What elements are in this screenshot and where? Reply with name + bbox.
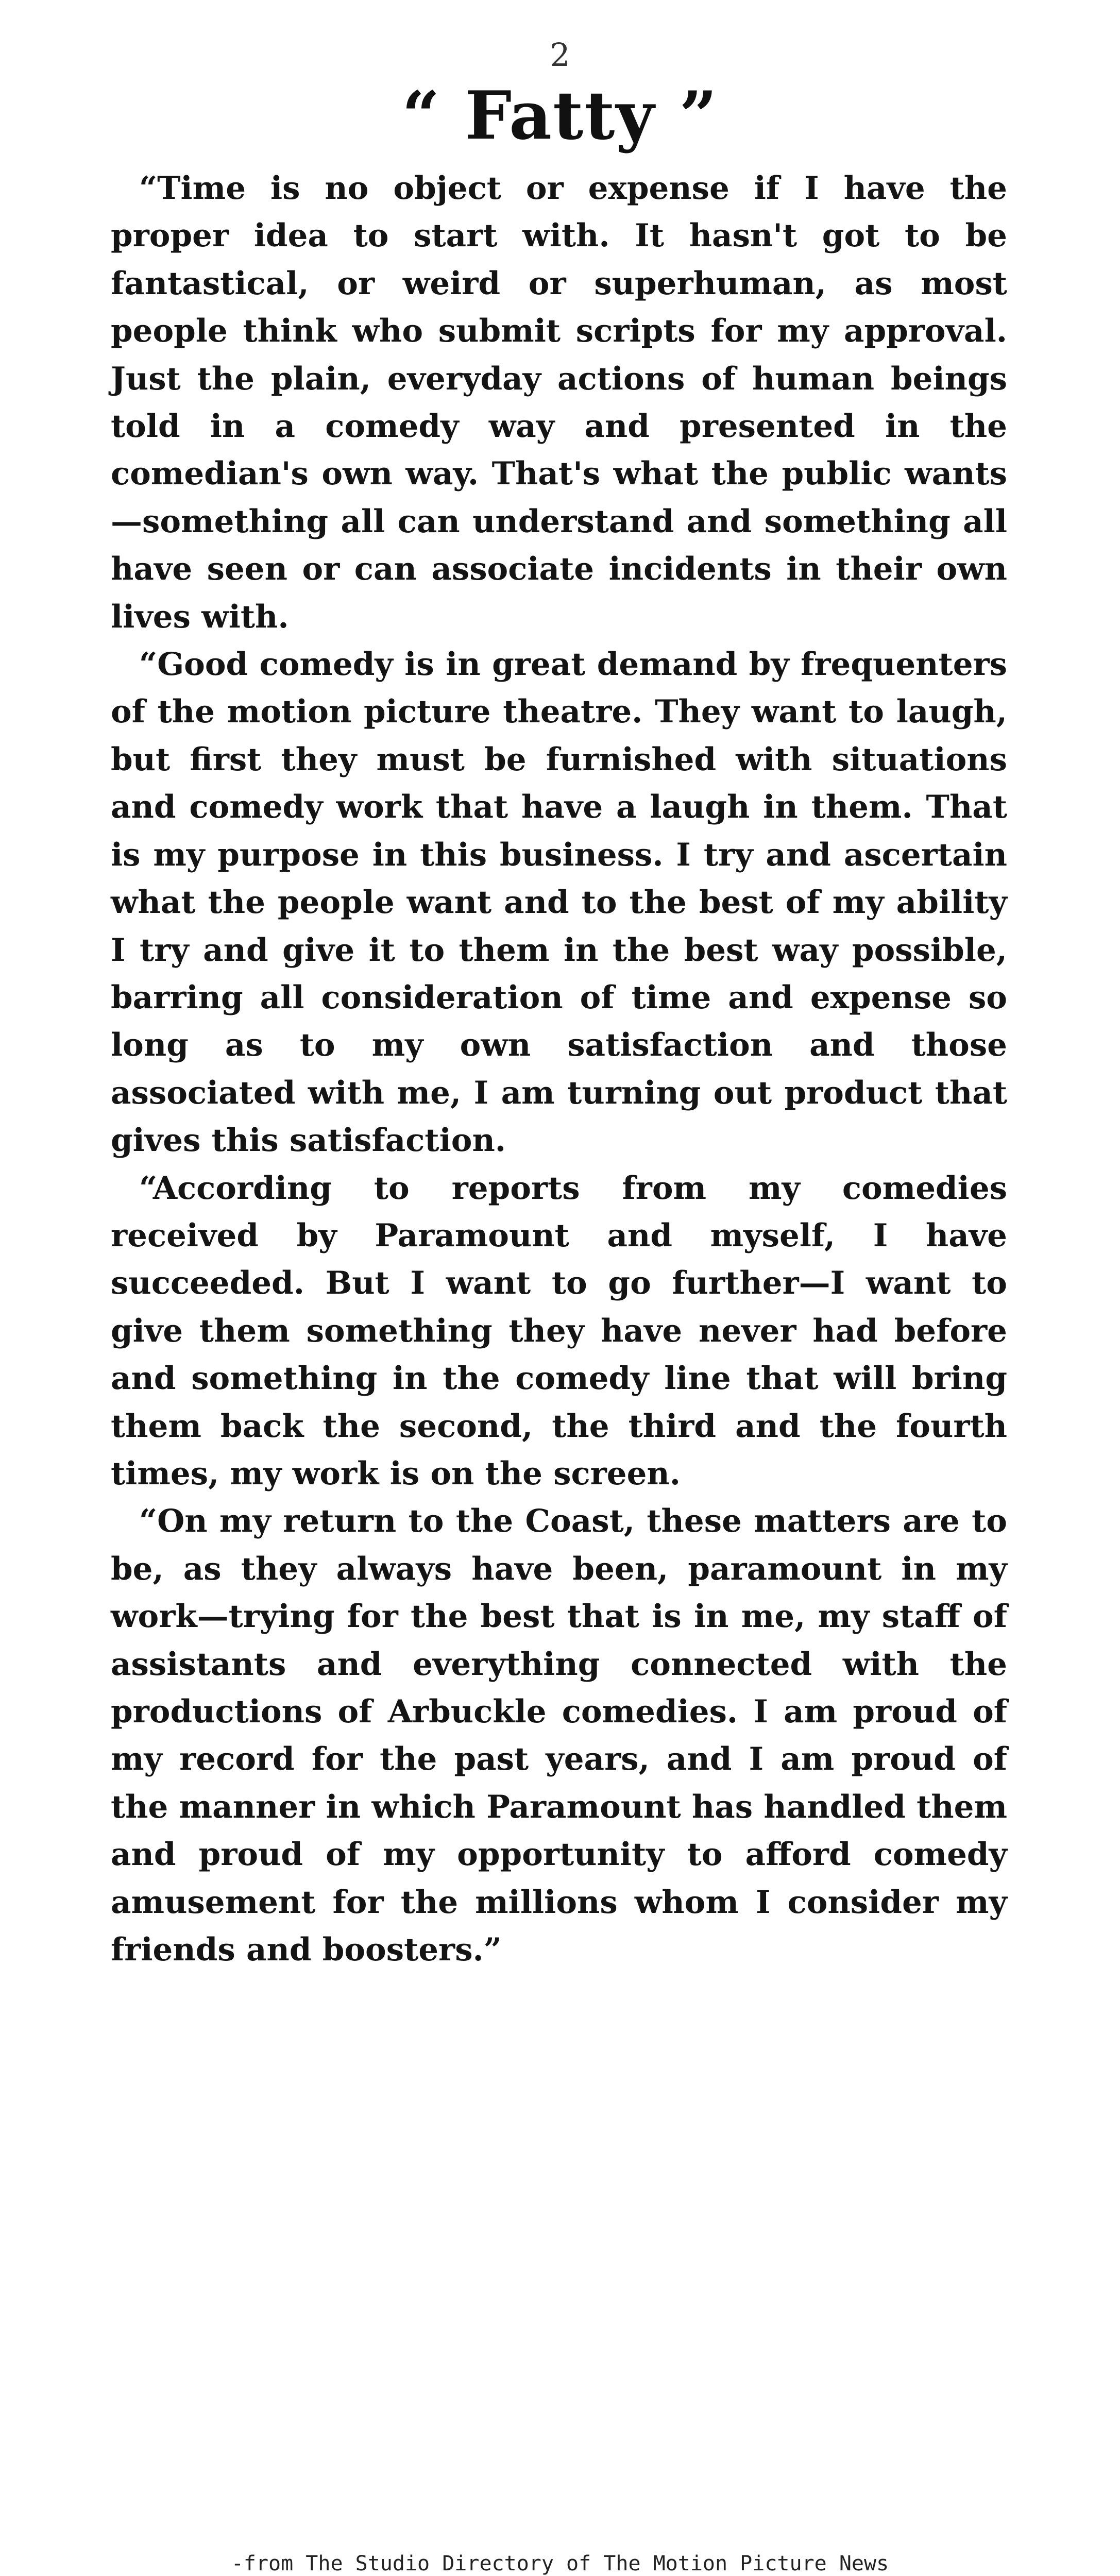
article-paragraph: “Time is no object or expense if I have the proper idea to start with. It hasn't got to be fantastical, or weird or superhuman, as most people think who submit scripts for my approval. Just the plain, everyday actions of human beings told in a comedy way and presented in the comedian's own way. That's what the public wants—something all can understand and something all have seen or can associate incidents in their own lives with. xyxy=(111,170,1007,635)
article-paragraph: “Good comedy is in great demand by frequenters of the motion picture theatre. They want to laugh, but first they must be furnished with situations and comedy work that have a laugh in them. That is my purpose in this business. I try and ascertain what the people want and to the best of my ability I try and give it to them in the best way possible, barring all consideration of time and expense so long as to my own satisfaction and those associated with me, I am turning out product that gives this satisfaction. xyxy=(111,646,1007,1159)
article-paragraph: “According to reports from my comedies received by Paramount and myself, I have succeeded. But I want to go further—I want to give them something they have never had before and something in the comedy line that will bring them back the second, the third and the fourth times, my work is on the screen. xyxy=(111,1170,1007,1492)
article-body xyxy=(111,165,1007,1974)
page-number: 2 xyxy=(550,36,570,74)
source-citation xyxy=(0,2550,1120,2576)
article-paragraph: “On my return to the Coast, these matters are to be, as they always have been, paramount in my work—trying for the best that is in me, my staff of assistants and everything connected with the productions of Arbuckle comedies. I am proud of my record for the past years, and I am proud of the manner in which Paramount has handled them and proud of my opportunity to afford comedy amusement for the millions whom I consider my friends and boosters.” xyxy=(111,1503,1007,1969)
source-line-publication: -from The Studio Directory of The Motion Picture News xyxy=(231,2552,889,2575)
article-title: “ Fatty ” xyxy=(402,77,718,155)
